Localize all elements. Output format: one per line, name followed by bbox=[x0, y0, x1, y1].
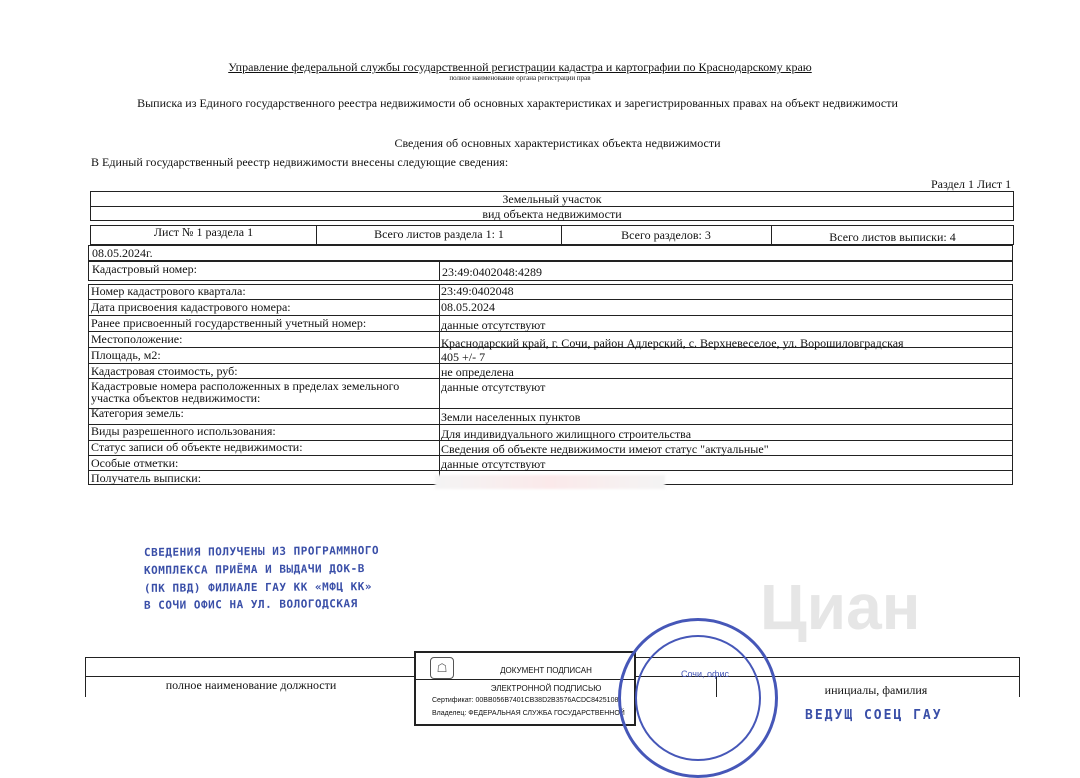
table-row bbox=[88, 364, 1013, 379]
sheet-number: Лист № 1 раздела 1 bbox=[153, 225, 254, 239]
field-label: Дата присвоения кадастрового номера: bbox=[91, 300, 291, 314]
intro-text: В Единый государственный реестр недвижимости внесены следующие сведения: bbox=[91, 155, 509, 169]
field-value: 405 +/- 7 bbox=[441, 350, 486, 364]
table-row bbox=[88, 284, 1013, 300]
field-value: Земли населенных пунктов bbox=[441, 410, 581, 424]
redacted-recipient bbox=[435, 475, 665, 489]
signed-title: ДОКУМЕНТ ПОДПИСАН bbox=[500, 666, 592, 675]
field-value: данные отсутствуют bbox=[441, 318, 546, 332]
bottom-stamp-text: ВЕДУЩ СОЕЦ ГАУ bbox=[805, 708, 943, 723]
stamp-line: КОМПЛЕКСА ПРИЁМА И ВЫДАЧИ ДОК-В bbox=[143, 562, 365, 577]
total-sheets-section: Всего листов раздела 1: 1 bbox=[374, 227, 504, 241]
date-row bbox=[88, 245, 1013, 261]
object-type: Земельный участок bbox=[502, 192, 602, 206]
table-row bbox=[88, 316, 1013, 332]
certificate: Сертификат: 00BB056B7401CB38D2B3576ACDC8425108 bbox=[432, 697, 619, 704]
field-value: Сведения об объекте недвижимости имеют статус "актуальные" bbox=[441, 442, 769, 456]
stamp-line: (ПК ПВД) ФИЛИАЛЕ ГАУ КК «МФЦ КК» bbox=[143, 580, 372, 595]
org-caption: полное наименование органа регистрации прав bbox=[449, 74, 591, 82]
field-value: 08.05.2024 bbox=[441, 300, 495, 314]
seal-text: Сочи, офис bbox=[681, 669, 729, 679]
field-label: Ранее присвоенный государственный учетный номер: bbox=[91, 316, 367, 330]
field-label: Статус записи об объекте недвижимости: bbox=[91, 440, 303, 454]
field-value: не определена bbox=[441, 365, 514, 379]
table-row bbox=[88, 406, 1013, 425]
field-value: Для индивидуального жилищного строительства bbox=[441, 427, 692, 441]
signed-subtitle: ЭЛЕКТРОННОЙ ПОДПИСЬЮ bbox=[490, 684, 602, 693]
field-value: данные отсутствуют bbox=[441, 457, 546, 471]
field-label: Особые отметки: bbox=[91, 456, 179, 470]
table-row bbox=[88, 348, 1013, 364]
cadastral-number-value: 23:49:0402048:4289 bbox=[442, 265, 543, 279]
table-row bbox=[88, 456, 1013, 471]
watermark: Циан bbox=[760, 571, 921, 643]
section-sheet-label: Раздел 1 Лист 1 bbox=[931, 177, 1012, 191]
table-row bbox=[88, 425, 1013, 441]
table-row bbox=[88, 379, 1013, 409]
field-value: Краснодарский край, г. Сочи, район Адлерский, с. Верхневеселое, ул. Ворошиловградская bbox=[441, 336, 904, 350]
section-title: Сведения об основных характеристиках объекта недвижимости bbox=[394, 136, 721, 150]
extract-date: 08.05.2024г. bbox=[92, 246, 153, 260]
field-label: Местоположение: bbox=[91, 332, 183, 346]
field-label: Получатель выписки: bbox=[91, 471, 202, 485]
table-row bbox=[88, 300, 1013, 316]
table-row bbox=[88, 332, 1013, 348]
cadastral-number-label: Кадастровый номер: bbox=[92, 262, 197, 276]
field-label: Кадастровые номера расположенных в пределах земельного bbox=[91, 379, 400, 393]
stamp-line: В СОЧИ ОФИС НА УЛ. ВОЛОГОДСКАЯ bbox=[143, 597, 358, 612]
stamp-line: СВЕДЕНИЯ ПОЛУЧЕНЫ ИЗ ПРОГРАММНОГО bbox=[143, 543, 380, 560]
sheet-info-row bbox=[90, 225, 1014, 245]
owner: Владелец: ФЕДЕРАЛЬНАЯ СЛУЖБА ГОСУДАРСТВЕННОЙ bbox=[432, 710, 625, 717]
field-label: Виды разрешенного использования: bbox=[91, 424, 276, 438]
total-sections: Всего разделов: 3 bbox=[621, 228, 711, 242]
field-label: Кадастровая стоимость, руб: bbox=[91, 364, 238, 378]
cadastral-number-row bbox=[88, 261, 1013, 281]
field-label: Площадь, м2: bbox=[91, 348, 161, 362]
position-caption: полное наименование должности bbox=[165, 678, 337, 692]
field-label-continued: участка объектов недвижимости: bbox=[91, 391, 261, 405]
field-value: данные отсутствуют bbox=[441, 380, 546, 394]
e-signature-block bbox=[414, 651, 636, 726]
object-type-box bbox=[90, 191, 1014, 221]
table-row bbox=[88, 441, 1013, 456]
fields-table bbox=[88, 284, 1013, 485]
emblem-icon: ☖ bbox=[430, 657, 454, 679]
field-label: Номер кадастрового квартала: bbox=[91, 284, 246, 298]
field-label: Категория земель: bbox=[91, 406, 184, 420]
field-value: 23:49:0402048 bbox=[441, 284, 514, 298]
name-caption: инициалы, фамилия bbox=[824, 683, 928, 697]
round-seal bbox=[618, 618, 778, 778]
document-title: Выписка из Единого государственного реестра недвижимости об основных характеристиках и зарегистрированных правах на объект недвижимости bbox=[137, 96, 898, 110]
org-name: Управление федеральной службы государственной регистрации кадастра и картографии по Краснодарскому краю bbox=[228, 60, 812, 74]
object-type-caption: вид объекта недвижимости bbox=[482, 207, 622, 221]
total-sheets-extract: Всего листов выписки: 4 bbox=[829, 230, 956, 244]
